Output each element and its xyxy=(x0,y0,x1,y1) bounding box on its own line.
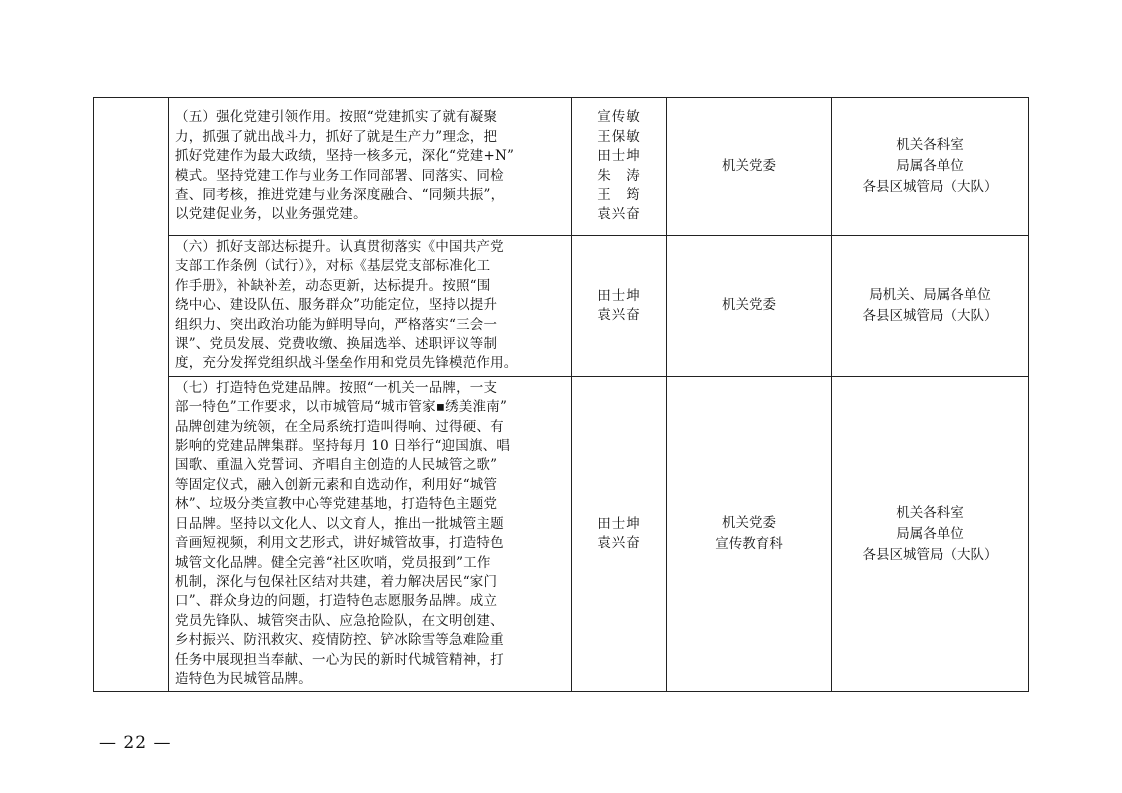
leader-name: 王保敏 xyxy=(597,128,641,145)
leader-name: 田士坤 xyxy=(597,148,641,165)
leader-name: 田士坤 xyxy=(597,287,641,304)
description-line: 口”、群众身边的问题，打造特色志愿服务品牌。成立 xyxy=(175,593,498,610)
description-line: 组织力、突出政治功能为鲜明导向，严格落实“三会一 xyxy=(175,316,498,333)
leaders-cell xyxy=(572,98,667,236)
description-line: 作手册》，补缺补差，动态更新，达标提升。按照“围 xyxy=(175,277,491,294)
task-description xyxy=(169,98,572,236)
leader-name: 袁兴奋 xyxy=(597,206,641,223)
responsible-units-cell xyxy=(832,376,1029,692)
description-line: 日品牌。坚持以文化人、以文育人，推出一批城管主题 xyxy=(175,515,504,532)
description-line: 绕中心、建设队伍、服务群众”功能定位，坚持以提升 xyxy=(175,297,498,314)
lead-unit-cell xyxy=(667,376,832,692)
description-line: 林”、垃圾分类宣教中心等党建基地，打造特色主题党 xyxy=(175,496,498,513)
page-number: — 22 — xyxy=(99,733,172,753)
responsible-unit: 机关各科室 xyxy=(896,137,964,153)
task-table xyxy=(93,97,1029,692)
description-line: 音画短视频，利用文艺形式，讲好城管故事，打造特色 xyxy=(175,535,504,552)
description-line: 度，充分发挥党组织战斗堡垒作用和党员先锋模范作用。 xyxy=(175,355,518,372)
responsible-unit: 机关各科室 xyxy=(896,504,964,521)
lead-unit: 机关党委 xyxy=(722,515,776,532)
description-line: 力，抓强了就出战斗力，抓好了就是生产力”理念，把 xyxy=(175,128,498,145)
description-line: 机制，深化与包保社区结对共建，着力解决居民“家门 xyxy=(175,573,498,590)
description-line: 查、同考核，推进党建与业务深度融合、“同频共振”， xyxy=(175,186,505,203)
description-line: （七）打造特色党建品牌。按照“一机关一品牌，一支 xyxy=(175,379,498,396)
lead-unit-cell xyxy=(667,236,832,377)
table-row xyxy=(94,236,1029,377)
description-line: 乡村振兴、防汛救灾、疫情防控、铲冰除雪等急难险重 xyxy=(175,632,504,649)
lead-unit: 机关党委 xyxy=(722,297,776,314)
leader-name: 袁兴奋 xyxy=(597,535,641,552)
lead-unit-cell xyxy=(667,98,832,236)
description-line: 国歌、重温入党誓词、齐唱自主创造的人民城管之歌” xyxy=(175,457,498,474)
description-line: 造特色为民城管品牌。 xyxy=(175,670,312,687)
responsible-units-cell xyxy=(832,236,1029,377)
description-line: 课”、党员发展、党费收缴、换届选举、述职评议等制 xyxy=(175,336,498,353)
description-line: 党员先锋队、城管突击队、应急抢险队，在文明创建、 xyxy=(175,612,504,629)
description-line: （五）强化党建引领作用。按照“党建抓实了就有凝聚 xyxy=(175,109,498,126)
leaders-cell xyxy=(572,376,667,692)
description-line: 部一特色”工作要求，以市城管局“城市管家▪绣美淮南” xyxy=(175,399,508,416)
responsible-unit: 局属各单位 xyxy=(896,158,964,174)
table-row xyxy=(94,98,1029,236)
task-description xyxy=(169,236,572,377)
leader-name: 朱 涛 xyxy=(597,167,641,184)
description-line: 影响的党建品牌集群。坚持每月 10 日举行“迎国旗、唱 xyxy=(175,438,511,455)
responsible-unit: 局机关、局属各单位 xyxy=(869,286,991,303)
leaders-cell xyxy=(572,236,667,377)
responsible-unit: 各县区城管局（大队） xyxy=(862,179,998,195)
leader-name: 田士坤 xyxy=(597,515,641,532)
description-line: 抓好党建作为最大政绩，坚持一核多元，深化“党建+N” xyxy=(175,148,515,165)
description-line: 任务中展现担当奉献、一心为民的新时代城管精神，打 xyxy=(175,651,504,668)
description-line: 以党建促业务，以业务强党建。 xyxy=(175,206,367,223)
responsible-unit: 局属各单位 xyxy=(896,525,964,542)
lead-unit: 机关党委 xyxy=(722,158,776,174)
leader-name: 袁兴奋 xyxy=(597,306,641,323)
lead-unit: 宣传教育科 xyxy=(715,536,783,553)
description-line: （六）抓好支部达标提升。认真贯彻落实《中国共产党 xyxy=(175,239,504,255)
description-line: 品牌创建为统领，在全局系统打造叫得响、过得硬、有 xyxy=(175,418,504,435)
responsible-unit: 各县区城管局（大队） xyxy=(862,307,998,324)
leader-name: 宣传敏 xyxy=(597,109,641,126)
table-row xyxy=(94,376,1029,692)
responsible-units-cell xyxy=(832,98,1029,236)
task-description xyxy=(169,376,572,692)
leader-name: 王 筠 xyxy=(597,186,641,203)
description-line: 支部工作条例（试行）》，对标《基层党支部标准化工 xyxy=(175,258,491,275)
responsible-unit: 各县区城管局（大队） xyxy=(862,546,998,563)
description-line: 城管文化品牌。健全完善“社区吹哨，党员报到”工作 xyxy=(175,554,491,571)
description-line: 模式。坚持党建工作与业务工作同部署、同落实、同检 xyxy=(175,167,504,184)
category-cell xyxy=(94,98,169,692)
description-line: 等固定仪式，融入创新元素和自选动作，利用好“城管 xyxy=(175,476,498,493)
